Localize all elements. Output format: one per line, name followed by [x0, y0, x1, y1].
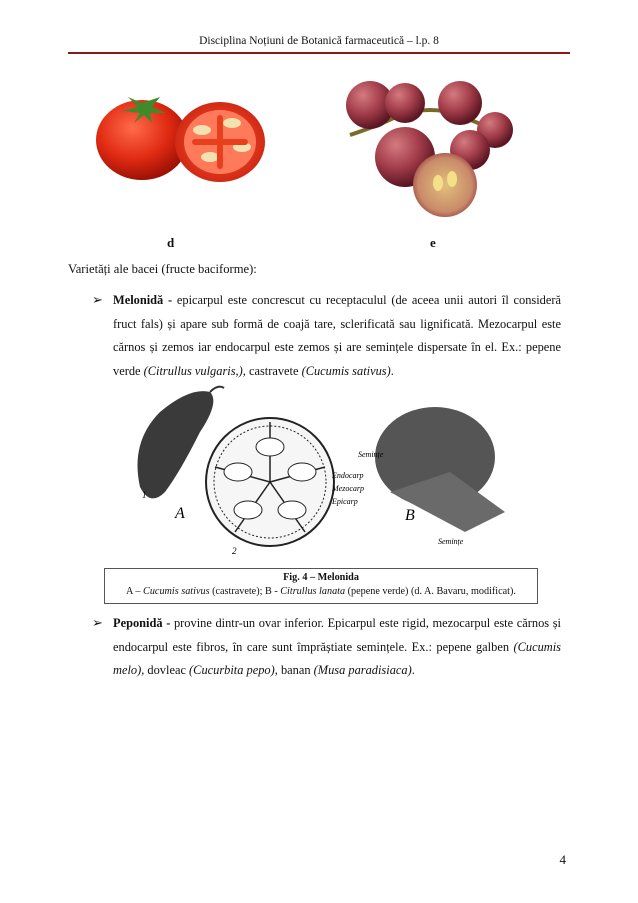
bullet-melonida: [113, 289, 561, 383]
caption-line: [105, 585, 537, 599]
term-melonida: Melonidă -: [113, 293, 173, 307]
label-B: B: [405, 507, 415, 524]
tomato-photo: [92, 85, 272, 185]
peponida-latin-1: (Cucumis melo),: [113, 639, 561, 677]
page-header: Disciplina Noțiuni de Botanică farmaceutică – l.p. 8: [199, 35, 439, 47]
num-2: 2: [232, 546, 237, 556]
melonida-latin-1: (Citrullus vulgaris,),: [143, 363, 246, 378]
peponida-end: .: [411, 663, 415, 677]
melonida-diagram: [120, 382, 532, 562]
header-rule: [68, 52, 570, 54]
melonida-mid: castravete: [245, 363, 302, 378]
term-peponida: Peponidă -: [113, 616, 171, 630]
caption-end: (pepene verde) (d. A. Bavaru, modificat).: [345, 586, 516, 597]
grapes-photo: [340, 75, 520, 225]
label-seminte-bottom: Semințe: [438, 537, 464, 546]
arrow-bullet-icon: ➢: [92, 292, 103, 307]
melonida-text: epicarpul este concrescut cu receptaculul (de aceea unii autori îl consideră fruct fals) și apare sub formă de coajă tare, sclerificată sau lignificată. Mezocarpul este cărnos și zemos iar endocarpul este zemos și are semințele dispersate în el. Ex.: pepene verde: [113, 293, 562, 378]
melonida-end: .: [390, 363, 394, 378]
figure-label-d: d: [167, 235, 175, 250]
caption-latin-a: Cucumis sativus: [143, 586, 210, 597]
label-A: A: [175, 505, 185, 522]
peponida-mid: dovleac: [144, 663, 190, 677]
cucumber-cross-section: [206, 418, 334, 546]
num-1: 1: [142, 490, 147, 500]
peponida-mid-2: banan: [277, 663, 314, 677]
peponida-latin-3: (Musa paradisiaca): [313, 663, 412, 677]
label-seminte-top: Semințe: [358, 450, 384, 459]
peponida-text: provine dintr-un ovar inferior. Epicarpul este rigid, mezocarpul este cărnos și endocarpul este fibros, în care sunt împrăștiate semințele. Ex.: pepene galben: [113, 616, 561, 654]
caption-title: Fig. 4 – Melonida: [283, 572, 359, 583]
figure-caption: [104, 568, 538, 604]
caption-mid: (castravete); B -: [209, 586, 281, 597]
watermelon-drawing: [375, 407, 505, 532]
melonida-latin-2: (Cucumis sativus): [301, 363, 391, 378]
intro-text: Varietăți ale bacei (fructe baciforme):: [68, 262, 257, 276]
page-number: 4: [559, 852, 566, 867]
label-epicarp: Epicarp: [332, 497, 358, 506]
caption-latin-b: Citrullus lanata: [280, 586, 346, 597]
label-mezocarp: Mezocarp: [332, 484, 364, 493]
arrow-bullet-icon: ➢: [92, 615, 103, 630]
bullet-peponida: [113, 612, 561, 683]
caption-prefix: A –: [126, 586, 144, 597]
figure-label-e: e: [430, 235, 436, 250]
peponida-latin-2: (Cucurbita pepo),: [189, 663, 278, 677]
label-endocarp: Endocarp: [332, 471, 364, 480]
